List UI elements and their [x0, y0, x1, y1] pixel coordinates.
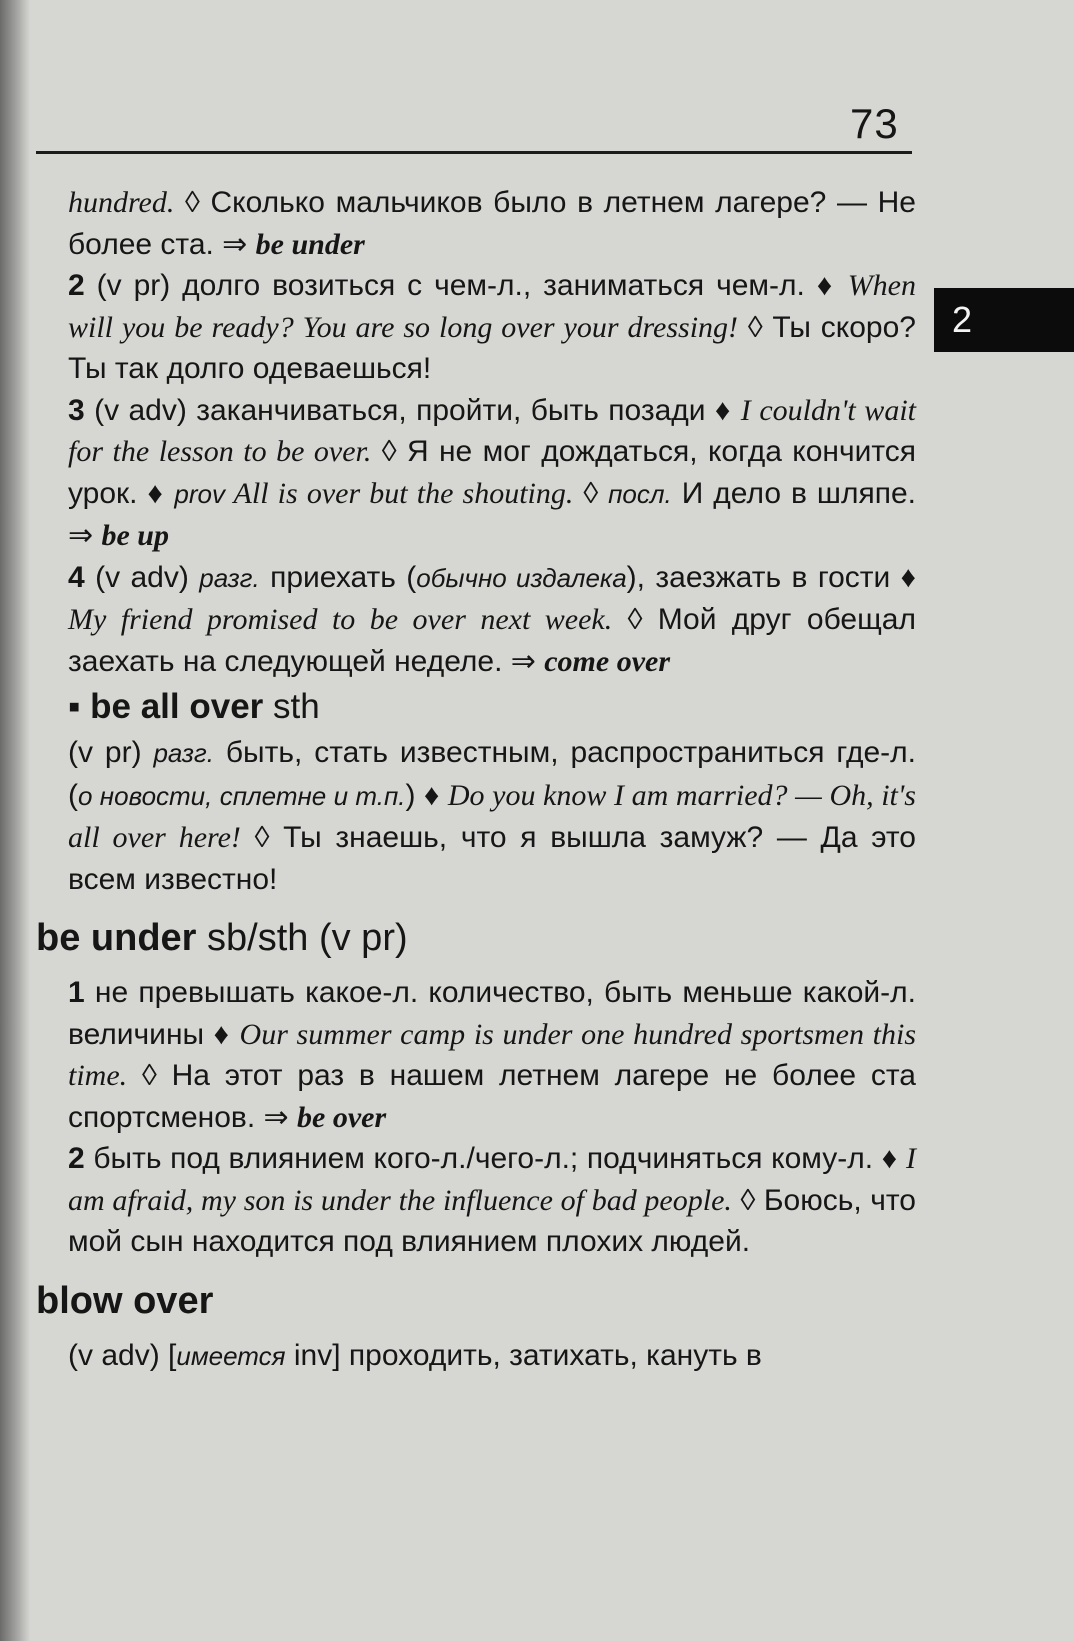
subentry-heading: ▪ be all over sth	[68, 687, 320, 726]
bullet-icon: ▪	[68, 687, 91, 726]
entry-be-over-continued: hundred. ◊ Сколько мальчиков было в летнем лагере? — Не более ста. ⇒ be under	[68, 186, 916, 261]
sense-2: 2 быть под влиянием кого-л./чего-л.; подчиняться кому-л. ♦ I am afraid, my son is under the influence of bad people. ◊ Боюсь, что мой сын находится под влиянием плохих людей.	[68, 1142, 916, 1258]
book-spine-shadow	[0, 0, 30, 1641]
sense-3: 3 (v adv) заканчиваться, пройти, быть позади ♦ I couldn't wait for the lesson to be over. ◊ Я не мог дождаться, когда кончится урок. ♦ prov All is over but the shouting. ◊ посл. И дело в шляпе. ⇒ be up	[68, 393, 917, 552]
cross-reference: be up	[101, 519, 169, 552]
sense-4: 4 (v adv) разг. приехать (обычно издалека), заезжать в гости ♦ My friend promised to be over next week. ◊ Мой друг обещал заехать на следующей неделе. ⇒ come over	[68, 560, 916, 678]
cross-reference: be under	[255, 227, 365, 261]
sense-2: 2 (v pr) долго возиться с чем-л., заниматься чем-л. ♦ When will you be ready? You are so long over your dressing! ◊ Ты скоро? Ты так долго одеваешься!	[68, 269, 916, 385]
page-number: 73	[850, 100, 899, 147]
entry-heading-blow-over: blow over	[36, 1279, 214, 1322]
header-rule	[36, 151, 912, 154]
subentry-body: (v pr) разг. быть, стать известным, распространиться где-л. (о новости, сплетне и т.п.) ♦ Do you know I am married? — Oh, it's all over here! ◊ Ты знаешь, что я вышла замуж? — Да это всем известно!	[68, 736, 916, 896]
entry-body: (v adv) [имеется inv] проходить, затихать, кануть в	[68, 1338, 762, 1372]
cross-reference: come over	[544, 644, 671, 678]
sense-1: 1 не превышать какое-л. количество, быть меньше какой-л. величины ♦ Our summer camp is under one hundred sportsmen this time. ◊ На этот раз в нашем летнем лагере не более ста спортсменов. ⇒ be over	[68, 976, 916, 1134]
entry-heading-be-under: be under sb/sth (v pr)	[36, 917, 408, 959]
chapter-tab: 2	[934, 288, 1074, 352]
cross-reference: be over	[297, 1100, 387, 1134]
dictionary-text	[36, 182, 916, 1377]
